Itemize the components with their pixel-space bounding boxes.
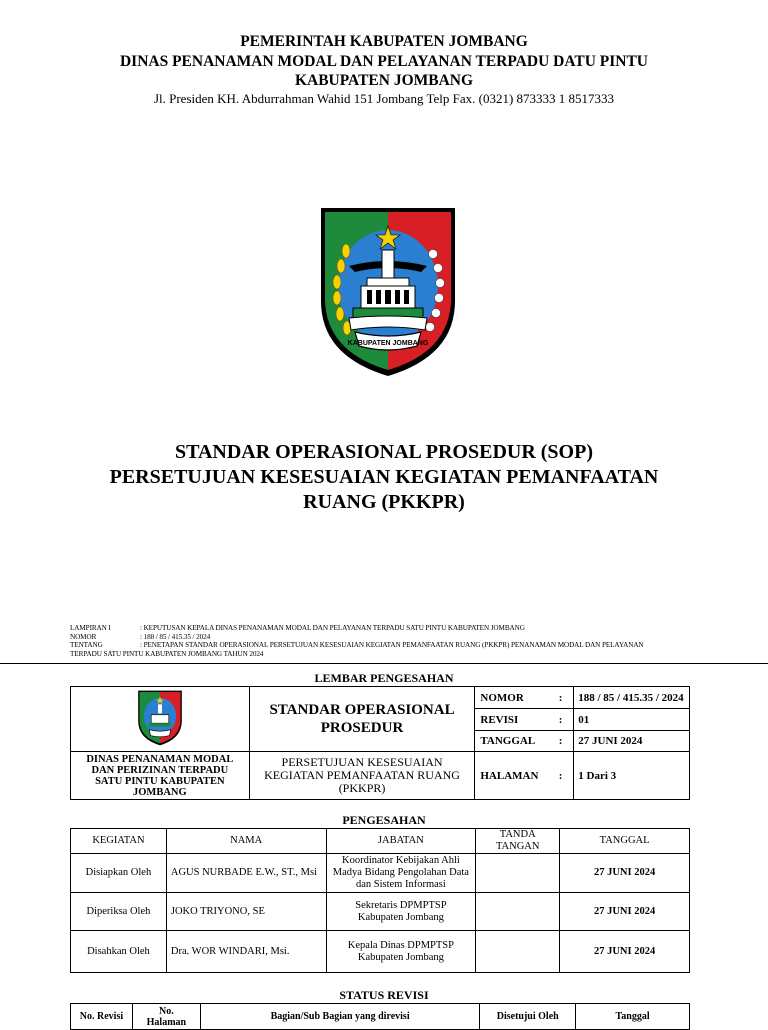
row-jabatan: Sekretaris DPMPTSP Kabupaten Jombang (326, 893, 476, 931)
lampiran-block (70, 624, 720, 658)
table-row (71, 854, 690, 893)
doc-title-line-1: STANDAR OPERASIONAL PROSEDUR (SOP) (174, 441, 593, 463)
status-revisi-header-row (71, 1004, 690, 1030)
revisi-colon: : (548, 709, 574, 731)
header-line-1: PEMERINTAH KABUPATEN JOMBANG (240, 33, 528, 50)
tentang-key: TENTANG (70, 641, 103, 649)
col-tanggal: Tanggal (576, 1004, 690, 1030)
header-line-2: DINAS PENANAMAN MODAL DAN PELAYANAN TERPADU DATU PINTU (119, 53, 649, 70)
pengesahan-table (70, 828, 690, 973)
table-row (71, 893, 690, 931)
nomor-colon: : (548, 687, 574, 709)
lampiran-key: LAMPIRAN I (70, 624, 111, 632)
row-tanda-tangan (476, 931, 560, 973)
header-address: Jl. Presiden KH. Abdurrahman Wahid 151 Jombang Telp Fax. (0321) 873333 1 8517333 (153, 91, 615, 106)
emblem-banner-text: KABUPATEN JOMBANG (347, 340, 429, 347)
row-kegiatan: Disahkan Oleh (71, 931, 167, 973)
revisi-label: REVISI (475, 709, 548, 731)
col-kegiatan: KEGIATAN (71, 829, 167, 854)
col-no-halaman: No. Halaman (132, 1004, 200, 1030)
row-tanda-tangan (476, 893, 560, 931)
nomor-key: NOMOR (70, 632, 97, 641)
lembar-pengesahan-heading: LEMBAR PENGESAHAN (314, 671, 454, 685)
row-nama: JOKO TRIYONO, SE (166, 893, 326, 931)
pengesahan-heading: PENGESAHAN (342, 813, 426, 827)
row-kegiatan: Diperiksa Oleh (71, 893, 167, 931)
row-kegiatan: Disiapkan Oleh (71, 854, 167, 893)
halaman-colon: : (548, 752, 574, 800)
row-jabatan: Kepala Dinas DPMPTSP Kabupaten Jombang (326, 931, 476, 973)
jombang-emblem-logo (319, 206, 457, 378)
tanggal-label: TANGGAL (475, 731, 548, 752)
col-bagian: Bagian/Sub Bagian yang direvisi (200, 1004, 479, 1030)
row-nama: Dra. WOR WINDARI, Msi. (166, 931, 326, 973)
tentang-value: : PENETAPAN STANDAR OPERASIONAL PERSETUJUAN KESESUAIAN KEGIATAN PEMANFAATAN RUANG (PKKPR) PENANAMAN MODAL DAN PELAYANAN (140, 641, 644, 649)
col-jabatan: JABATAN (326, 829, 476, 854)
tanggal-colon: : (548, 731, 574, 752)
col-nama: NAMA (166, 829, 326, 854)
divider (0, 663, 768, 664)
halaman-label: HALAMAN (475, 752, 548, 800)
subject-cell: PERSETUJUAN KESESUAIAN KEGIATAN PEMANFAATAN RUANG (PKKPR) (249, 752, 475, 800)
nomor-label: NOMOR (475, 687, 548, 709)
lembar-pengesahan-table (70, 686, 690, 800)
doc-title-line-2: PERSETUJUAN KESESUAIAN KEGIATAN PEMANFAATAN (109, 466, 659, 488)
revisi-value: 01 (574, 709, 690, 731)
row-jabatan: Koordinator Kebijakan Ahli Madya Bidang Pengolahan Data dan Sistem Informasi (326, 854, 476, 893)
agency-cell: DINAS PENANAMAN MODAL DAN PERIZINAN TERPADU SATU PINTU KABUPATEN JOMBANG (71, 752, 250, 800)
col-tanda-tangan: TANDA TANGAN (476, 829, 560, 854)
row-nama: AGUS NURBADE E.W., ST., Msi (166, 854, 326, 893)
tentang-value-cont: TERPADU SATU PINTU KABUPATEN JOMBANG TAHUN 2024 (70, 649, 264, 658)
halaman-value: 1 Dari 3 (574, 752, 690, 800)
doc-title-line-3: RUANG (PKKPR) (303, 491, 465, 513)
pengesahan-header-row (71, 829, 690, 854)
tanggal-value: 27 JUNI 2024 (574, 731, 690, 752)
row-tanggal: 27 JUNI 2024 (560, 893, 690, 931)
col-disetujui-oleh: Disetujui Oleh (480, 1004, 576, 1030)
table-row (71, 931, 690, 973)
row-tanggal: 27 JUNI 2024 (560, 931, 690, 973)
jombang-emblem-small-logo (137, 690, 183, 746)
header-line-3: KABUPATEN JOMBANG (294, 72, 474, 89)
row-tanda-tangan (476, 854, 560, 893)
logo-cell (71, 687, 250, 752)
sop-title-cell: STANDAR OPERASIONAL PROSEDUR (249, 687, 475, 752)
lampiran-value: : KEPUTUSAN KEPALA DINAS PENANAMAN MODAL DAN PELAYANAN TERPADU SATU PINTU KABUPATEN JOMBANG (140, 624, 525, 632)
nomor-value: : 188 / 85 / 415.35 / 2024 (140, 632, 211, 641)
status-revisi-table (70, 1003, 690, 1030)
col-no-revisi: No. Revisi (71, 1004, 133, 1030)
status-revisi-heading: STATUS REVISI (339, 988, 429, 1002)
col-tanggal: TANGGAL (560, 829, 690, 854)
row-tanggal: 27 JUNI 2024 (560, 854, 690, 893)
nomor-value: 188 / 85 / 415.35 / 2024 (574, 687, 690, 709)
